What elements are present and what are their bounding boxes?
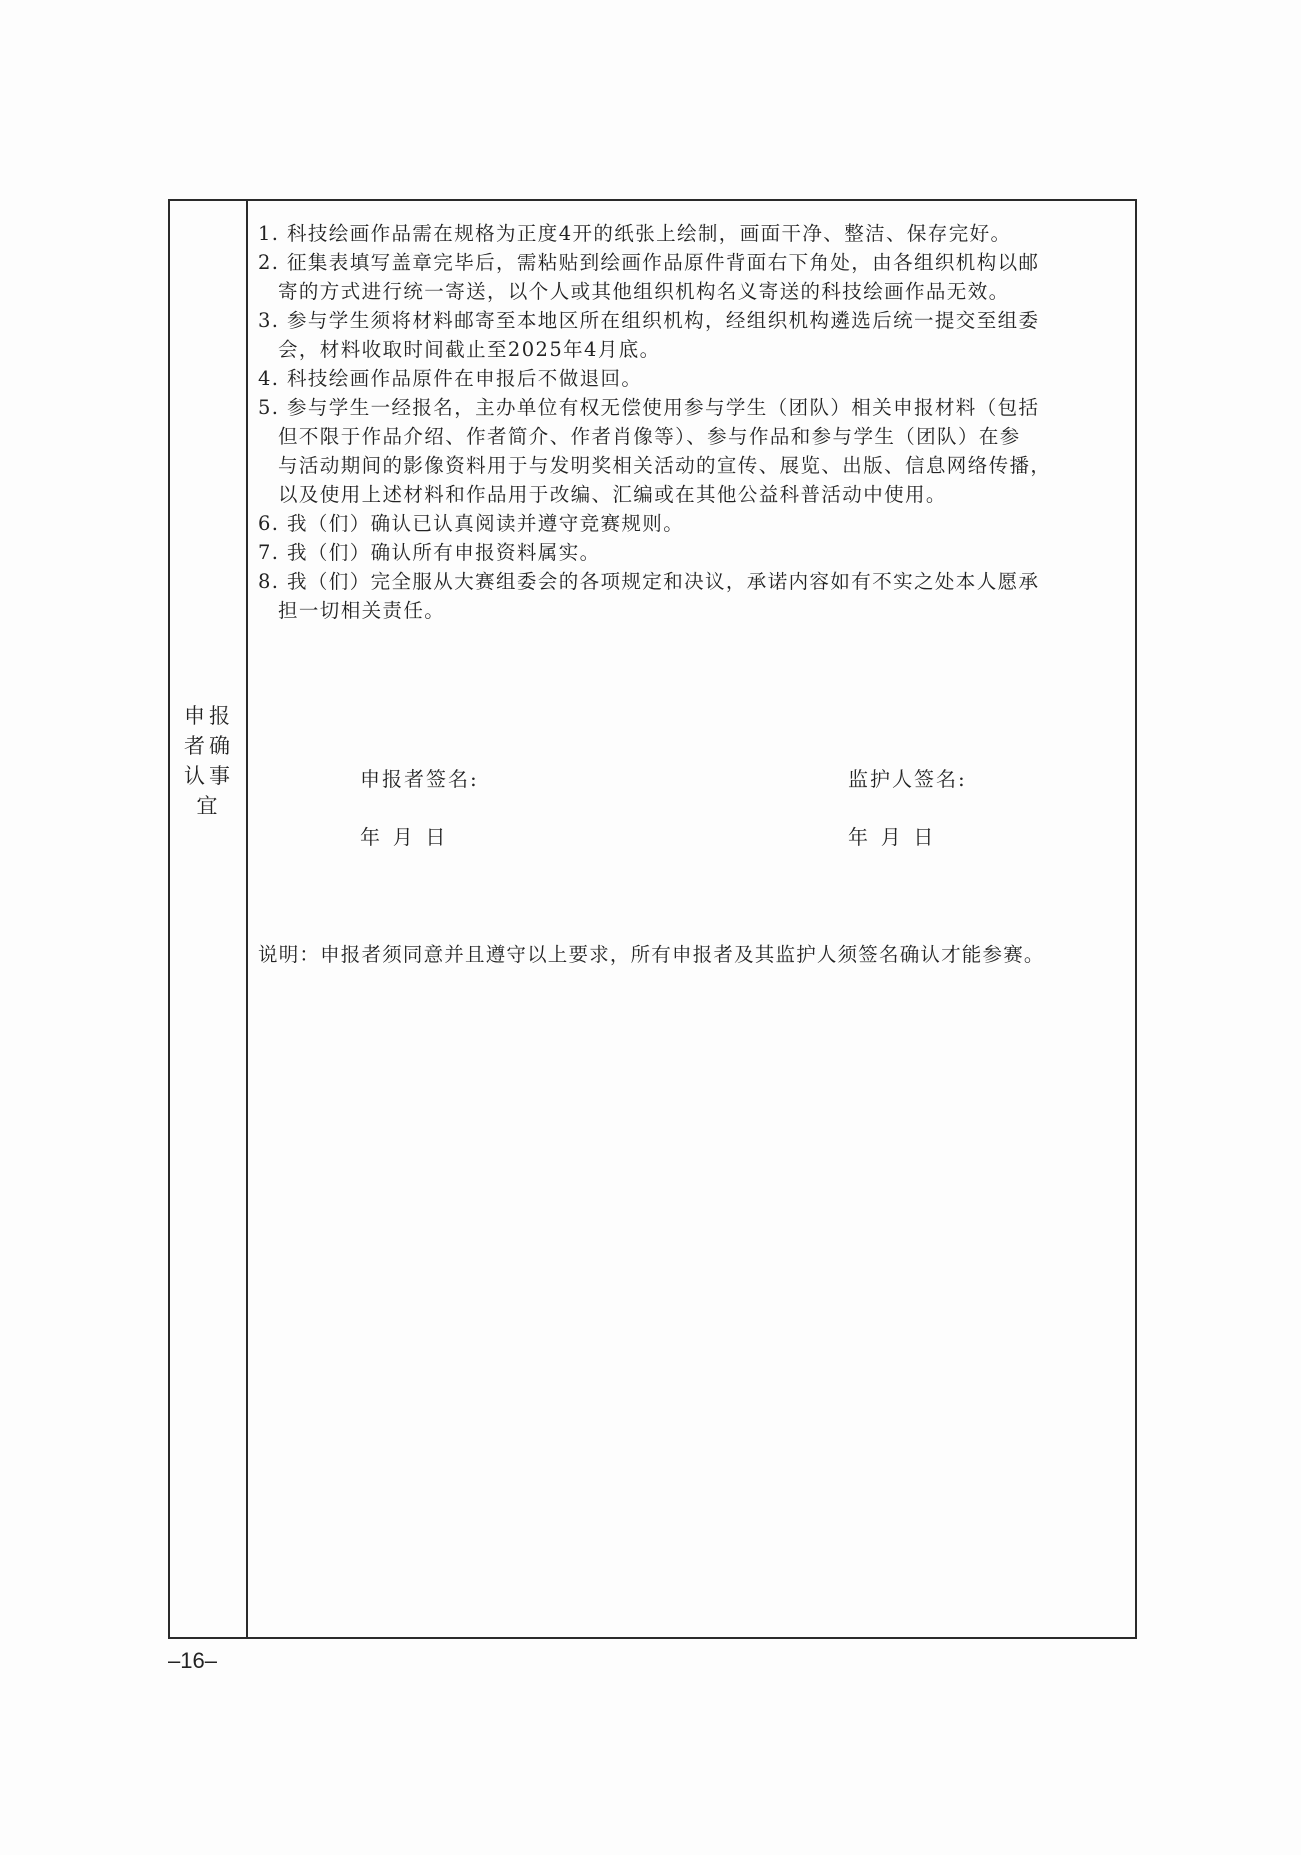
- clause-line: 5. 参与学生一经报名，主办单位有权无偿使用参与学生（团队）相关申报材料（包括: [258, 396, 1040, 419]
- explanation-note: 说明：申报者须同意并且遵守以上要求，所有申报者及其监护人须签名确认才能参赛。: [258, 943, 1045, 966]
- clause-line: 1. 科技绘画作品需在规格为正度4开的纸张上绘制，画面干净、整洁、保存完好。: [258, 222, 1012, 245]
- clause-line: 但不限于作品介绍、作者简介、作者肖像等）、参与作品和参与学生（团队）在参: [278, 425, 1021, 448]
- section-label-line: 申报: [184, 704, 234, 728]
- clause-line: 4. 科技绘画作品原件在申报后不做退回。: [258, 367, 643, 390]
- applicant-signature-label: 申报者签名:: [360, 767, 479, 791]
- page-number: –16–: [168, 1648, 217, 1673]
- clause-line: 担一切相关责任。: [278, 599, 446, 622]
- declaration-table: [168, 199, 1137, 1639]
- clause-line: 6. 我（们）确认已认真阅读并遵守竞赛规则。: [258, 512, 685, 535]
- clause-line: 2. 征集表填写盖章完毕后，需粘贴到绘画作品原件背面右下角处，由各组织机构以邮: [258, 251, 1040, 274]
- section-label-cell: [170, 201, 248, 1637]
- section-label-line: 认事: [184, 764, 234, 788]
- clause-line: 以及使用上述材料和作品用于改编、汇编或在其他公益科普活动中使用。: [278, 483, 947, 506]
- section-label-line: 者确: [184, 734, 234, 758]
- applicant-date: 年 月 日: [360, 825, 446, 849]
- clause-line: 8. 我（们）完全服从大赛组委会的各项规定和决议，承诺内容如有不实之处本人愿承: [258, 570, 1040, 593]
- section-label-line: 宜: [196, 794, 222, 818]
- clause-line: 寄的方式进行统一寄送，以个人或其他组织机构名义寄送的科技绘画作品无效。: [278, 280, 1010, 303]
- clause-line: 7. 我（们）确认所有申报资料属实。: [258, 541, 601, 564]
- guardian-signature-label: 监护人签名:: [848, 767, 967, 791]
- clause-line: 3. 参与学生须将材料邮寄至本地区所在组织机构，经组织机构遴选后统一提交至组委: [258, 309, 1040, 332]
- guardian-date: 年 月 日: [848, 825, 934, 849]
- declaration-content-cell: [248, 201, 1135, 1637]
- clause-line: 会，材料收取时间截止至2025年4月底。: [278, 338, 661, 361]
- section-label: [180, 701, 238, 821]
- clause-line: 与活动期间的影像资料用于与发明奖相关活动的宣传、展览、出版、信息网络传播，: [278, 454, 1052, 477]
